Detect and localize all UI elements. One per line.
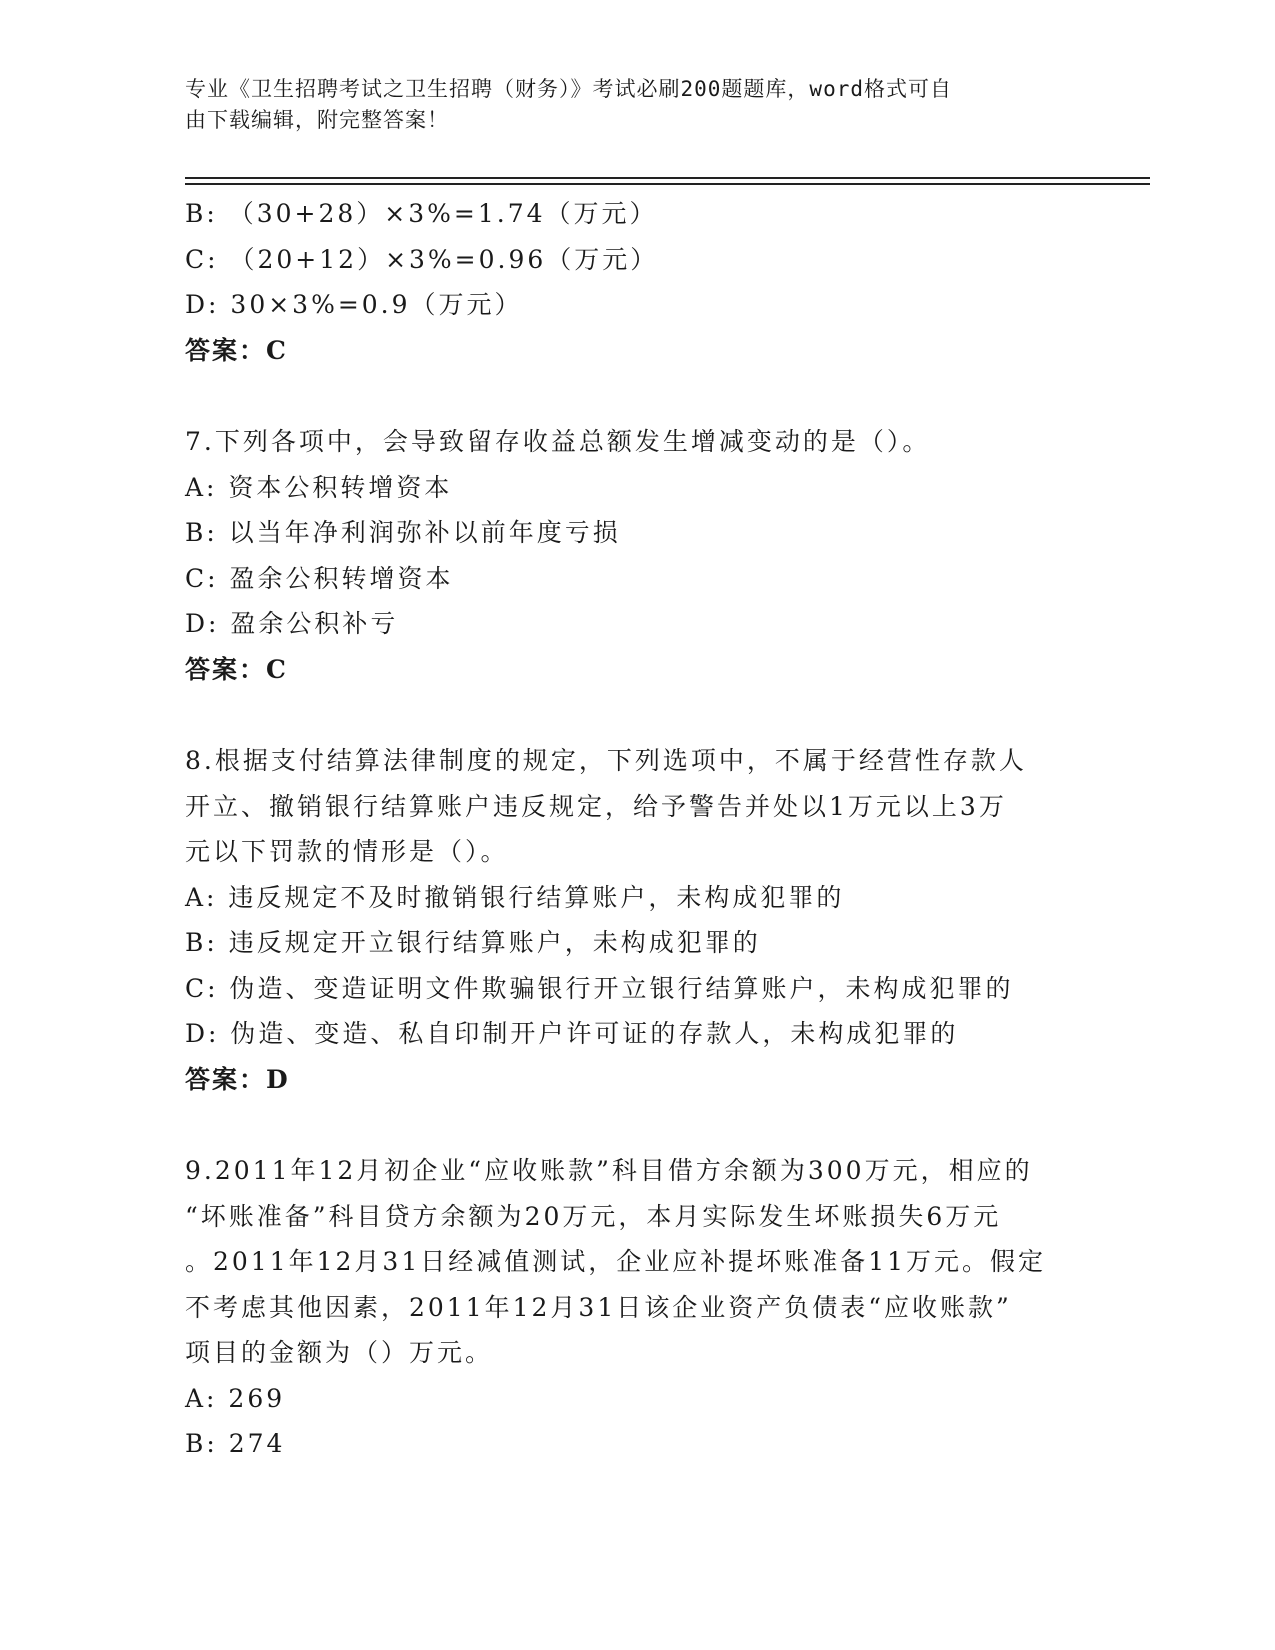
option-d: D: 伪造、变造、私自印制开户许可证的存款人，未构成犯罪的 bbox=[185, 1019, 959, 1048]
option-c: C: 伪造、变造证明文件欺骗银行开立银行结算账户，未构成犯罪的 bbox=[185, 973, 1014, 1003]
document-header bbox=[185, 74, 1065, 136]
option-c: C: 盈余公积转增资本 bbox=[185, 563, 454, 593]
option-a: A: 269 bbox=[185, 1383, 286, 1413]
header-divider-top bbox=[185, 177, 1150, 179]
question-7 bbox=[185, 419, 1085, 692]
question-9 bbox=[185, 1148, 1085, 1467]
question-stem-line-2: “坏账准备”科目贷方余额为20万元，本月实际发生坏账损失6万元 bbox=[185, 1201, 1002, 1231]
option-b: B: （30+28）×3%=1.74（万元） bbox=[185, 199, 658, 228]
option-d: D: 30×3%=0.9（万元） bbox=[185, 290, 523, 319]
option-c: C: （20+12）×3%=0.96（万元） bbox=[185, 244, 659, 274]
option-b: B: 以当年净利润弥补以前年度亏损 bbox=[185, 518, 621, 547]
question-stem-line-2: 开立、撤销银行结算账户违反规定，给予警告并处以1万元以上3万 bbox=[185, 791, 1007, 821]
option-a: A: 违反规定不及时撤销银行结算账户，未构成犯罪的 bbox=[185, 882, 845, 912]
question-stem-line-4: 不考虑其他因素，2011年12月31日该企业资产负债表“应收账款” bbox=[185, 1292, 1012, 1322]
option-d: D: 盈余公积补亏 bbox=[185, 609, 399, 638]
question-stem-line-3: 。2011年12月31日经减值测试，企业应补提坏账准备11万元。假定 bbox=[185, 1247, 1047, 1276]
header-line-2: 由下载编辑，附完整答案！ bbox=[185, 108, 449, 132]
option-a: A: 资本公积转增资本 bbox=[185, 472, 453, 502]
question-8 bbox=[185, 738, 1085, 1102]
question-stem-line-5: 项目的金额为（）万元。 bbox=[185, 1338, 494, 1367]
question-6 bbox=[185, 191, 1085, 373]
question-stem-line-3: 元以下罚款的情形是（）。 bbox=[185, 837, 509, 866]
question-list bbox=[185, 191, 1085, 1467]
question-stem-line-1: 8.根据支付结算法律制度的规定，下列选项中，不属于经营性存款人 bbox=[185, 746, 1027, 775]
answer: 答案：C bbox=[185, 654, 288, 684]
question-stem: 7.下列各项中，会导致留存收益总额发生增减变动的是（）。 bbox=[185, 427, 931, 456]
answer: 答案：C bbox=[185, 335, 288, 365]
question-stem-line-1: 9.2011年12月初企业“应收账款”科目借方余额为300万元，相应的 bbox=[185, 1156, 1033, 1185]
option-b: B: 274 bbox=[185, 1429, 286, 1458]
header-line-1: 专业《卫生招聘考试之卫生招聘（财务）》考试必刷200题题库，word格式可自 bbox=[185, 77, 952, 101]
option-b: B: 违反规定开立银行结算账户，未构成犯罪的 bbox=[185, 928, 761, 957]
header-divider-bottom bbox=[185, 183, 1150, 185]
answer: 答案：D bbox=[185, 1064, 290, 1094]
